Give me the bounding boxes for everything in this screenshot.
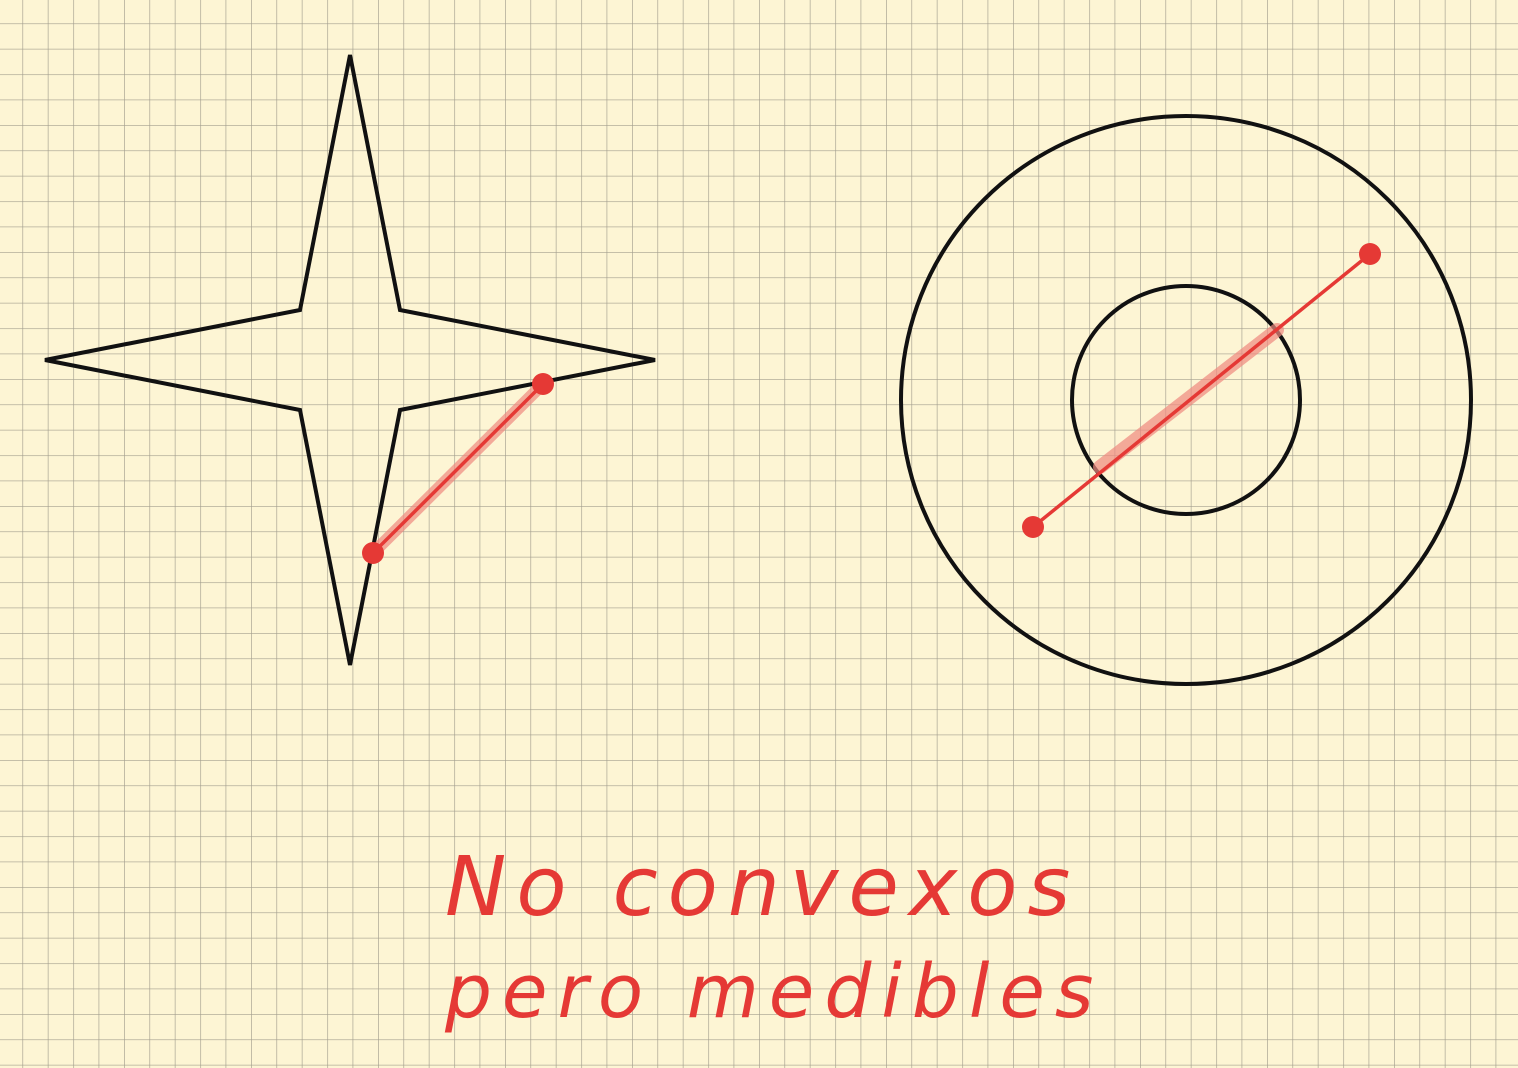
caption-line-2: pero medibles [445, 949, 1104, 1035]
caption-line-1: No convexos [445, 840, 1081, 935]
annulus-segment-endpoint-lower [1022, 516, 1044, 538]
star-segment-endpoint-upper [532, 373, 554, 395]
star-segment-endpoint-lower [362, 542, 384, 564]
annulus-segment-endpoint-upper [1359, 243, 1381, 265]
